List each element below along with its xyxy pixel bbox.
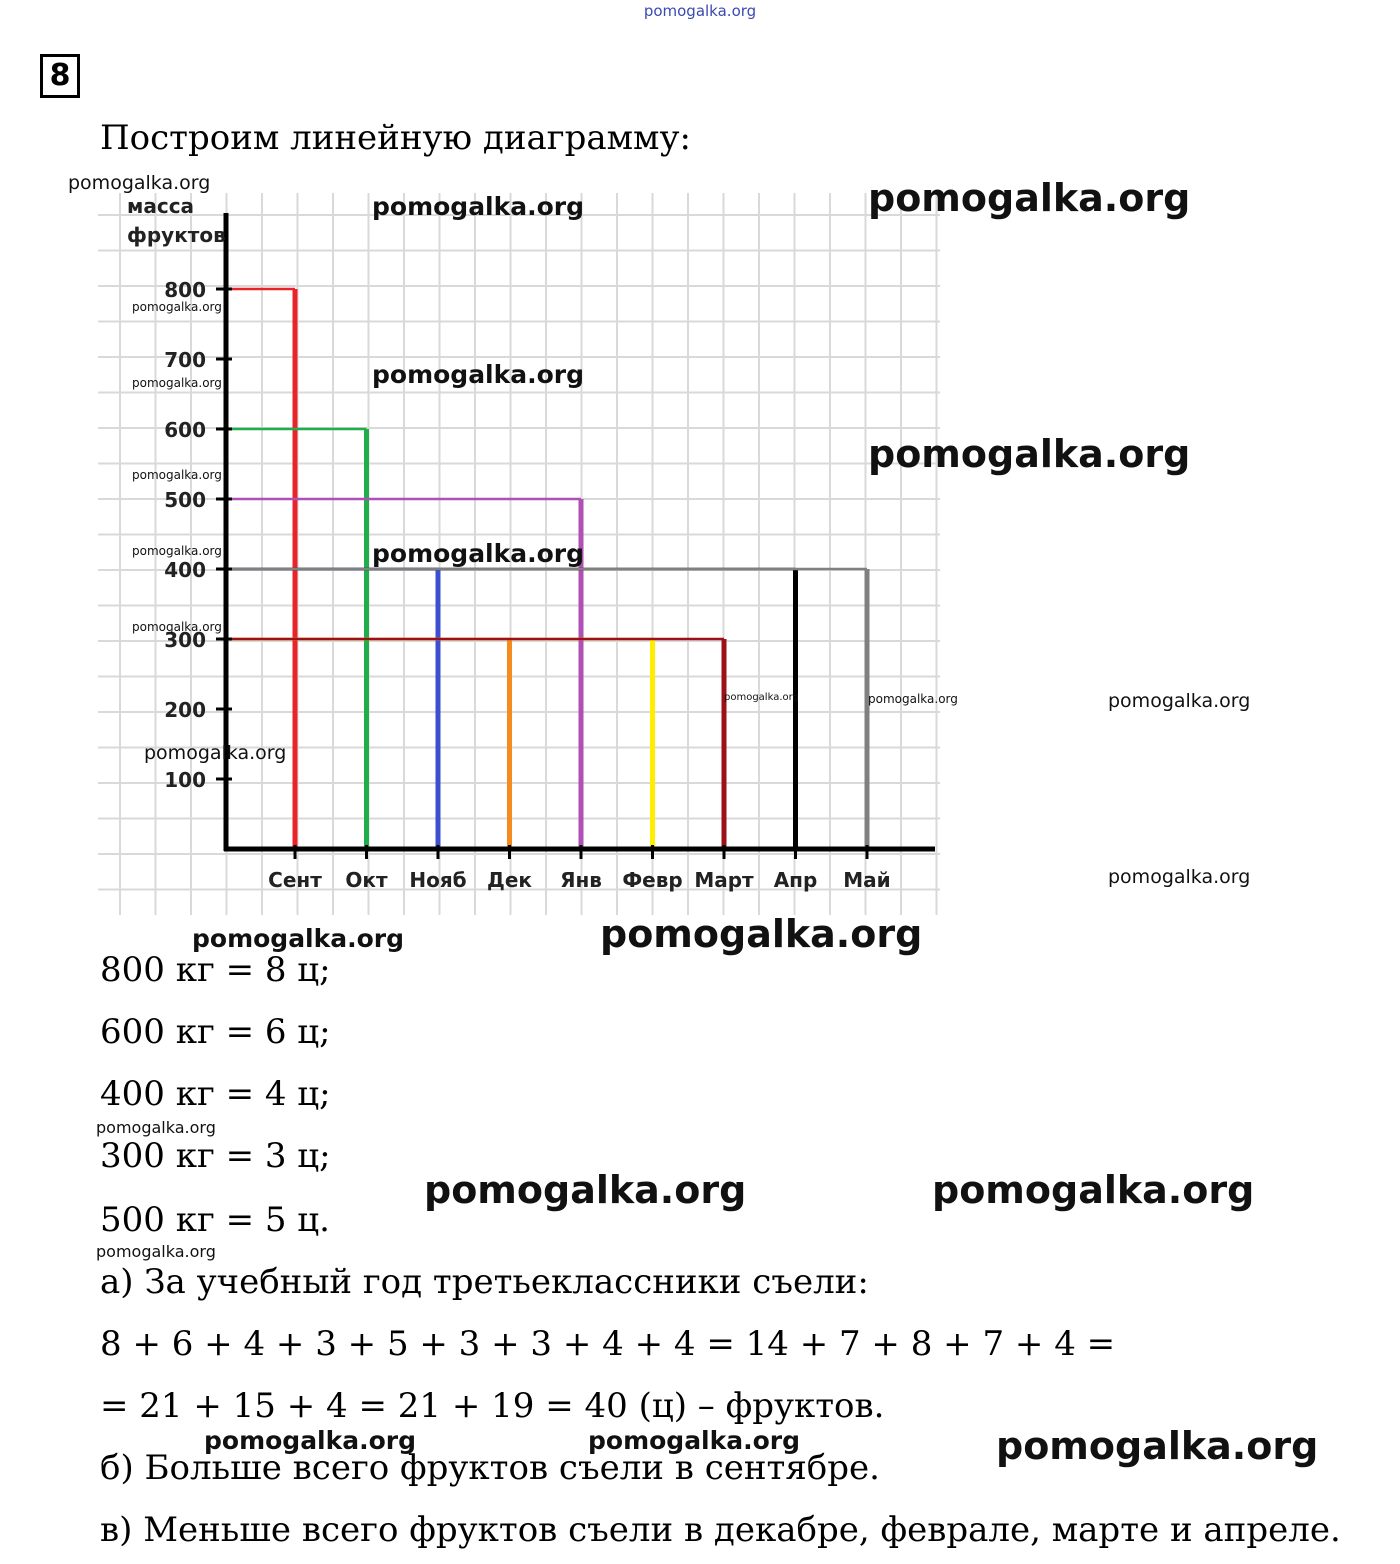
answer-a-label: а) За учебный год третьеклассники съели: xyxy=(100,1262,869,1302)
watermark: pomogalka.org xyxy=(68,172,211,194)
y-axis-label: фруктов xyxy=(127,223,226,247)
watermark: pomogalka.org xyxy=(372,360,585,389)
watermark: pomogalka.org xyxy=(588,1426,801,1455)
watermark: pomogalka.org xyxy=(996,1424,1319,1468)
y-tick-label: 300 xyxy=(164,628,206,652)
conversion-line: 300 кг = 3 ц; xyxy=(100,1136,331,1176)
watermark: pomogalka.org xyxy=(192,924,405,953)
watermark: pomogalka.org xyxy=(868,692,958,706)
y-tick-label: 100 xyxy=(164,768,206,792)
watermark: pomogalka.org xyxy=(132,544,222,558)
x-tick-label: Февр xyxy=(622,868,683,892)
watermark: pomogalka.org xyxy=(132,468,222,482)
watermark: pomogalka.org xyxy=(96,1118,216,1137)
answer-a-expression-2: = 21 + 15 + 4 = 21 + 19 = 40 (ц) – фруктов. xyxy=(100,1386,885,1426)
y-tick-label: 500 xyxy=(164,488,206,512)
watermark: pomogalka.org xyxy=(868,432,1191,476)
heading: Построим линейную диаграмму: xyxy=(100,118,691,158)
watermark: pomogalka.org xyxy=(372,539,585,568)
answer-b: б) Больше всего фруктов съели в сентябре. xyxy=(100,1448,880,1488)
watermark: pomogalka.org xyxy=(1108,690,1251,712)
conversion-line: 800 кг = 8 ц; xyxy=(100,950,331,990)
watermark-top: pomogalka.org xyxy=(643,2,757,20)
x-tick-label: Март xyxy=(694,868,754,892)
watermark: pomogalka.org xyxy=(132,620,222,634)
x-tick-label: Апр xyxy=(773,868,818,892)
watermark: pomogalka.org xyxy=(372,192,585,221)
watermark: pomogalka.org xyxy=(204,1426,417,1455)
y-tick-label: 400 xyxy=(164,558,206,582)
x-tick-label: Янв xyxy=(560,868,602,892)
watermark: pomogalka.org xyxy=(132,300,222,314)
x-tick-label: Окт xyxy=(345,868,388,892)
answer-a-expression-1: 8 + 6 + 4 + 3 + 5 + 3 + 3 + 4 + 4 = 14 + 7 + 8 + 7 + 4 = xyxy=(100,1324,1116,1364)
watermark: pomogalka.org xyxy=(868,176,1191,220)
x-tick-label: Дек xyxy=(487,868,532,892)
answer-c: в) Меньше всего фруктов съели в декабре, феврале, марте и апреле. xyxy=(100,1510,1341,1550)
y-tick-label: 600 xyxy=(164,418,206,442)
watermark: pomogalka.org xyxy=(932,1168,1255,1212)
y-axis-label: масса xyxy=(127,194,195,218)
chart-axes xyxy=(216,213,935,859)
watermark: pomogalka.org xyxy=(96,1242,216,1261)
x-tick-label: Май xyxy=(843,868,891,892)
conversion-line: 500 кг = 5 ц. xyxy=(100,1200,330,1240)
watermark: pomogalka.org xyxy=(144,742,287,764)
conversion-line: 600 кг = 6 ц; xyxy=(100,1012,331,1052)
task-number: 8 xyxy=(40,54,80,98)
watermark: pomogalka.org xyxy=(424,1168,747,1212)
watermark: pomogalka.org xyxy=(724,692,799,703)
watermark: pomogalka.org xyxy=(132,376,222,390)
y-tick-label: 700 xyxy=(164,348,206,372)
y-tick-label: 800 xyxy=(164,278,206,302)
watermark: pomogalka.org xyxy=(600,912,923,956)
x-tick-label: Нояб xyxy=(409,868,467,892)
conversion-line: 400 кг = 4 ц; xyxy=(100,1074,331,1114)
y-tick-label: 200 xyxy=(164,698,206,722)
x-tick-label: Сент xyxy=(268,868,322,892)
watermark: pomogalka.org xyxy=(1108,866,1251,888)
